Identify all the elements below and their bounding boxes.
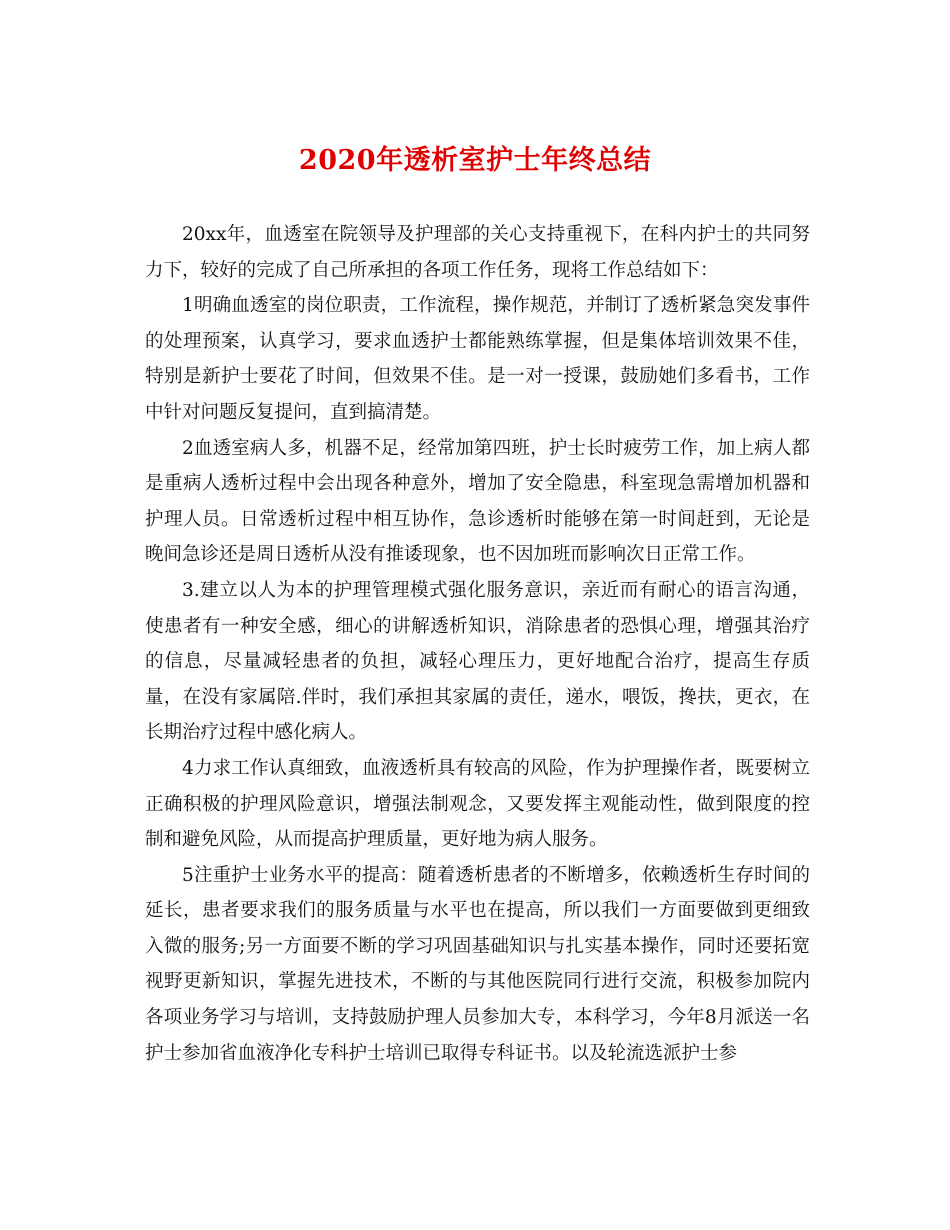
- paragraph-1: 1明确血透室的岗位职责，工作流程，操作规范，并制订了透析紧急突发事件的处理预案，认真学习，要求血透护士都能熟练掌握，但是集体培训效果不佳，特别是新护士要花了时间，但效果不佳。是一对一授课，鼓励她们多看书，工作中针对问题反复提问，直到搞清楚。: [145, 295, 810, 423]
- document-body: [145, 217, 810, 1071]
- paragraph-3: 3.建立以人为本的护理管理模式强化服务意识，亲近而有耐心的语言沟通，使患者有一种安全感，细心的讲解透析知识，消除患者的恐惧心理，增强其治疗的信息，尽量减轻患者的负担，减轻心理压力，更好地配合治疗，提高生存质量，在没有家属陪.伴时，我们承担其家属的责任，递水，喂饭，搀扶，更衣，在长期治疗过程中感化病人。: [145, 579, 810, 744]
- document-title: 2020年透析室护士年终总结: [298, 145, 652, 176]
- paragraph-intro: 20xx年，血透室在院领导及护理部的关心支持重视下，在科内护士的共同努力下，较好的完成了自己所承担的各项工作任务，现将工作总结如下：: [145, 224, 810, 281]
- paragraph-5: 5注重护士业务水平的提高：随着透析患者的不断增多，依赖透析生存时间的延长，患者要求我们的服务质量与水平也在提高，所以我们一方面要做到更细致入微的服务;另一方面要不断的学习巩固基础知识与扎实基本操作，同时还要拓宽视野更新知识，掌握先进技术，不断的与其他医院同行进行交流，积极参加院内各项业务学习与培训，支持鼓励护理人员参加大专，本科学习，今年8月派送一名护士参加省血液净化专科护士培训已取得专科证书。以及轮流选派护士参: [145, 864, 810, 1064]
- paragraph-4: 4力求工作认真细致，血液透析具有较高的风险，作为护理操作者，既要树立正确积极的护理风险意识，增强法制观念，又要发挥主观能动性，做到限度的控制和避免风险，从而提高护理质量，更好地为病人服务。: [145, 757, 810, 851]
- paragraph-2: 2血透室病人多，机器不足，经常加第四班，护士长时疲劳工作，加上病人都是重病人透析过程中会出现各种意外，增加了安全隐患，科室现急需增加机器和护理人员。日常透析过程中相互协作，急诊透析时能够在第一时间赶到，无论是晚间急诊还是周日透析从没有推诿现象，也不因加班而影响次日正常工作。: [145, 437, 810, 566]
